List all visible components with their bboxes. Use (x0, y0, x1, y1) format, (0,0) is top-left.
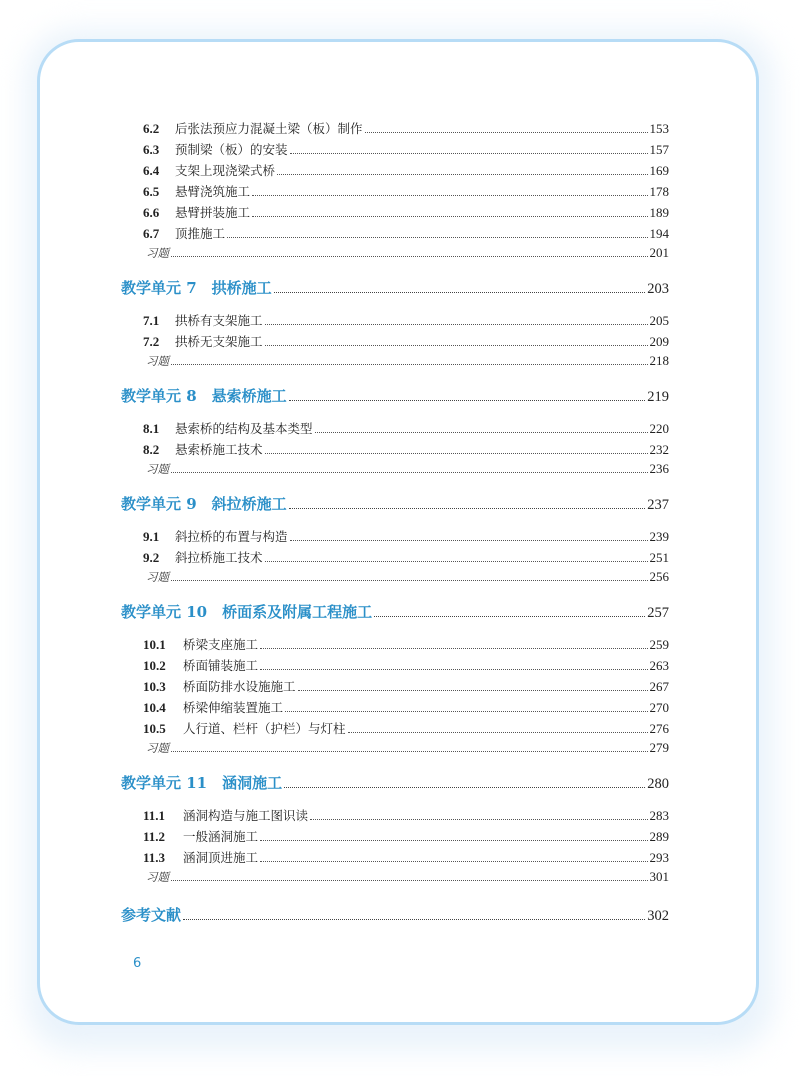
toc-section-9-2[interactable] (121, 548, 669, 569)
section-number: 6.2 (143, 121, 160, 136)
toc-section-6-7[interactable] (121, 224, 669, 245)
leader-dots (171, 580, 648, 581)
leader-dots (265, 345, 648, 346)
section-title: 顶推施工 (175, 226, 226, 241)
section-number: 6.5 (143, 184, 160, 199)
section-number: 8.2 (143, 442, 160, 457)
section-page: 263 (649, 658, 669, 673)
section-title: 人行道、栏杆（护栏）与灯柱 (183, 721, 346, 736)
section-page: 289 (649, 829, 669, 844)
toc-section-10-2[interactable] (121, 656, 669, 677)
section-page: 169 (649, 163, 669, 178)
section-title: 悬臂拼装施工 (175, 205, 251, 220)
section-page: 220 (649, 421, 669, 436)
leader-dots (315, 432, 648, 433)
toc-exercise-9[interactable] (121, 569, 669, 590)
leader-dots (365, 132, 648, 133)
section-page: 157 (649, 142, 669, 157)
toc-section-10-1[interactable] (121, 635, 669, 656)
section-page: 259 (649, 637, 669, 652)
section-number: 6.3 (143, 142, 160, 157)
leader-dots (171, 880, 648, 881)
leader-dots (265, 324, 648, 325)
unit-page: 237 (647, 497, 669, 513)
toc-unit-8[interactable] (121, 385, 669, 411)
toc-section-7-2[interactable] (121, 332, 669, 353)
section-page: 267 (649, 679, 669, 694)
toc-unit-7[interactable] (121, 277, 669, 303)
leader-dots (171, 472, 648, 473)
leader-dots (310, 819, 647, 820)
toc-section-7-1[interactable] (121, 311, 669, 332)
toc-exercise-8[interactable] (121, 461, 669, 482)
exercise-page: 279 (649, 740, 669, 755)
section-number: 9.1 (143, 529, 160, 544)
section-number: 11.3 (143, 850, 166, 865)
leader-dots (289, 400, 646, 401)
leader-dots (260, 861, 647, 862)
exercise-page: 301 (649, 869, 669, 884)
toc-section-11-3[interactable] (121, 848, 669, 869)
section-number: 8.1 (143, 421, 160, 436)
page-number: 6 (133, 956, 142, 971)
section-title: 拱桥无支架施工 (175, 334, 263, 349)
toc-exercise-10[interactable] (121, 740, 669, 761)
section-number: 11.1 (143, 808, 166, 823)
section-title: 预制梁（板）的安装 (175, 142, 288, 157)
leader-dots (289, 508, 646, 509)
leader-dots (260, 648, 647, 649)
toc-unit-10[interactable] (121, 601, 669, 627)
toc-section-6-5[interactable] (121, 182, 669, 203)
section-page: 194 (649, 226, 669, 241)
section-number: 10.1 (143, 637, 166, 652)
exercise-title: 习题 (146, 870, 169, 884)
leader-dots (260, 840, 647, 841)
section-number: 6.6 (143, 205, 160, 220)
leader-dots (171, 751, 648, 752)
section-title: 涵洞构造与施工图识读 (183, 808, 309, 823)
section-page: 153 (649, 121, 669, 136)
section-title: 支架上现浇梁式桥 (175, 163, 276, 178)
toc-section-8-1[interactable] (121, 419, 669, 440)
unit-page: 280 (647, 776, 669, 792)
leader-dots (374, 616, 645, 617)
leader-dots (265, 561, 648, 562)
toc-section-11-2[interactable] (121, 827, 669, 848)
exercise-title: 习题 (146, 462, 169, 476)
section-title: 斜拉桥施工技术 (175, 550, 263, 565)
section-page: 293 (649, 850, 669, 865)
leader-dots (277, 174, 647, 175)
references-title: 参考文献 (121, 906, 182, 924)
toc-section-9-1[interactable] (121, 527, 669, 548)
leader-dots (260, 669, 647, 670)
toc-section-6-2[interactable] (121, 119, 669, 140)
leader-dots (171, 256, 648, 257)
section-page: 178 (649, 184, 669, 199)
leader-dots (183, 919, 645, 920)
leader-dots (274, 292, 646, 293)
table-of-contents (121, 119, 669, 938)
section-number: 10.4 (143, 700, 166, 715)
toc-section-10-3[interactable] (121, 677, 669, 698)
exercise-page: 256 (649, 569, 669, 584)
section-number: 7.2 (143, 334, 160, 349)
toc-section-6-3[interactable] (121, 140, 669, 161)
leader-dots (285, 711, 647, 712)
unit-title: 教学单元 11 涵洞施工 (121, 774, 283, 792)
section-title: 后张法预应力混凝土梁（板）制作 (175, 121, 363, 136)
section-number: 11.2 (143, 829, 166, 844)
unit-page: 219 (647, 389, 669, 405)
section-number: 10.3 (143, 679, 166, 694)
exercise-title: 习题 (146, 246, 169, 260)
section-title: 悬索桥施工技术 (175, 442, 263, 457)
unit-title: 教学单元 7 拱桥施工 (121, 279, 272, 297)
section-number: 10.5 (143, 721, 166, 736)
section-title: 拱桥有支架施工 (175, 313, 263, 328)
section-page: 276 (649, 721, 669, 736)
section-number: 10.2 (143, 658, 166, 673)
unit-title: 教学单元 9 斜拉桥施工 (121, 495, 287, 513)
toc-exercise-7[interactable] (121, 353, 669, 374)
section-page: 251 (649, 550, 669, 565)
toc-exercise-6[interactable] (121, 245, 669, 266)
unit-title: 教学单元 10 桥面系及附属工程施工 (121, 603, 373, 621)
toc-section-10-5[interactable] (121, 719, 669, 740)
leader-dots (252, 195, 647, 196)
section-number: 7.1 (143, 313, 160, 328)
leader-dots (290, 540, 648, 541)
section-title: 桥梁支座施工 (183, 637, 259, 652)
references-page: 302 (647, 908, 669, 924)
toc-section-8-2[interactable] (121, 440, 669, 461)
section-title: 桥梁伸缩装置施工 (183, 700, 284, 715)
leader-dots (227, 237, 647, 238)
section-title: 一般涵洞施工 (183, 829, 259, 844)
leader-dots (284, 787, 645, 788)
toc-unit-11[interactable] (121, 772, 669, 798)
section-title: 桥面防排水设施施工 (183, 679, 296, 694)
section-page: 232 (649, 442, 669, 457)
leader-dots (265, 453, 648, 454)
toc-unit-9[interactable] (121, 493, 669, 519)
toc-section-6-6[interactable] (121, 203, 669, 224)
leader-dots (348, 732, 648, 733)
section-title: 斜拉桥的布置与构造 (175, 529, 288, 544)
unit-page: 203 (647, 281, 669, 297)
exercise-title: 习题 (146, 354, 169, 368)
exercise-page: 201 (649, 245, 669, 260)
section-number: 6.7 (143, 226, 160, 241)
section-title: 悬臂浇筑施工 (175, 184, 251, 199)
leader-dots (290, 153, 648, 154)
section-title: 悬索桥的结构及基本类型 (175, 421, 313, 436)
section-page: 239 (649, 529, 669, 544)
toc-section-11-1[interactable] (121, 806, 669, 827)
section-title: 涵洞顶进施工 (183, 850, 259, 865)
leader-dots (171, 364, 648, 365)
section-page: 209 (649, 334, 669, 349)
toc-exercise-11[interactable] (121, 869, 669, 890)
section-number: 9.2 (143, 550, 160, 565)
unit-page: 257 (647, 605, 669, 621)
toc-section-6-4[interactable] (121, 161, 669, 182)
exercise-title: 习题 (146, 741, 169, 755)
section-page: 189 (649, 205, 669, 220)
exercise-title: 习题 (146, 570, 169, 584)
section-number: 6.4 (143, 163, 160, 178)
leader-dots (252, 216, 647, 217)
exercise-page: 236 (649, 461, 669, 476)
leader-dots (298, 690, 648, 691)
toc-references[interactable] (121, 904, 669, 930)
section-page: 270 (649, 700, 669, 715)
exercise-page: 218 (649, 353, 669, 368)
section-page: 283 (649, 808, 669, 823)
toc-section-10-4[interactable] (121, 698, 669, 719)
section-page: 205 (649, 313, 669, 328)
unit-title: 教学单元 8 悬索桥施工 (121, 387, 287, 405)
section-title: 桥面铺装施工 (183, 658, 259, 673)
